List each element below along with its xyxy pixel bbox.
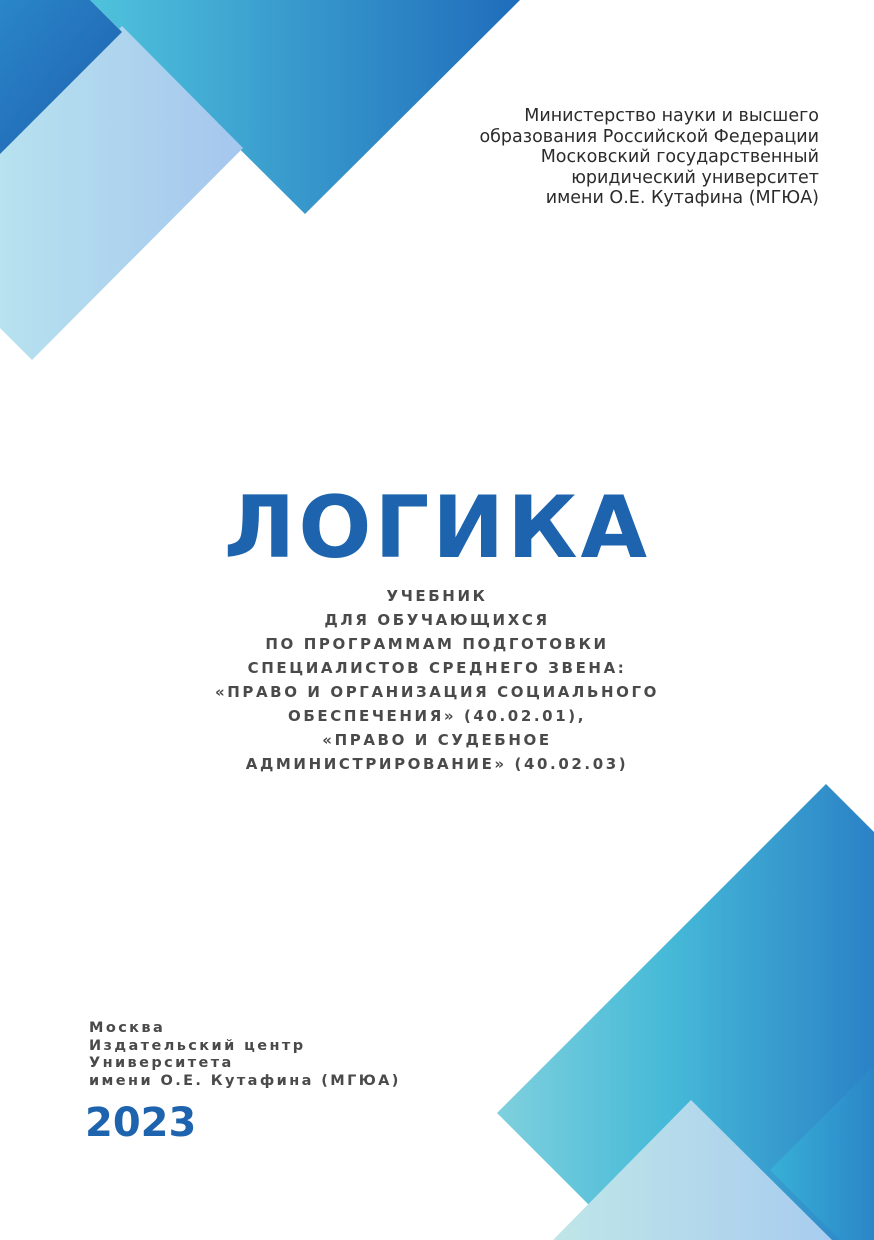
ministry-header-line: образования Российской Федерации bbox=[479, 126, 819, 147]
ministry-header-line: имени О.Е. Кутафина (МГЮА) bbox=[545, 188, 819, 208]
subtitle-line: «ПРАВО И СУДЕБНОЕ bbox=[322, 731, 552, 749]
imprint-line: Издательский центр bbox=[89, 1037, 306, 1054]
book-subtitle bbox=[0, 584, 874, 776]
ministry-header-line: Московский государственный bbox=[540, 147, 819, 167]
ministry-header bbox=[399, 106, 819, 209]
subtitle-line: «ПРАВО И ОРГАНИЗАЦИЯ СОЦИАЛЬНОГО bbox=[214, 683, 660, 701]
subtitle-line: СПЕЦИАЛИСТОВ СРЕДНЕГО ЗВЕНА: bbox=[247, 659, 627, 677]
ministry-header-line: Министерство науки и высшего bbox=[524, 106, 819, 126]
imprint-line: Москва bbox=[89, 1020, 166, 1036]
book-title: ЛОГИКА bbox=[223, 478, 651, 578]
subtitle-line: ПО ПРОГРАММАМ ПОДГОТОВКИ bbox=[265, 635, 609, 653]
subtitle-line: ОБЕСПЕЧЕНИЯ» (40.02.01), bbox=[287, 707, 586, 725]
ministry-header-line: юридический университет bbox=[571, 167, 819, 188]
imprint-line: Университета bbox=[89, 1055, 234, 1071]
publisher-imprint bbox=[89, 1020, 401, 1090]
subtitle-line: АДМИНИСТРИРОВАНИЕ» (40.02.03) bbox=[245, 755, 629, 773]
subtitle-line: ДЛЯ ОБУЧАЮЩИХСЯ bbox=[324, 611, 550, 629]
imprint-line: имени О.Е. Кутафина (МГЮА) bbox=[89, 1072, 401, 1089]
subtitle-line: УЧЕБНИК bbox=[386, 587, 488, 605]
publication-year: 2023 bbox=[85, 1100, 197, 1146]
